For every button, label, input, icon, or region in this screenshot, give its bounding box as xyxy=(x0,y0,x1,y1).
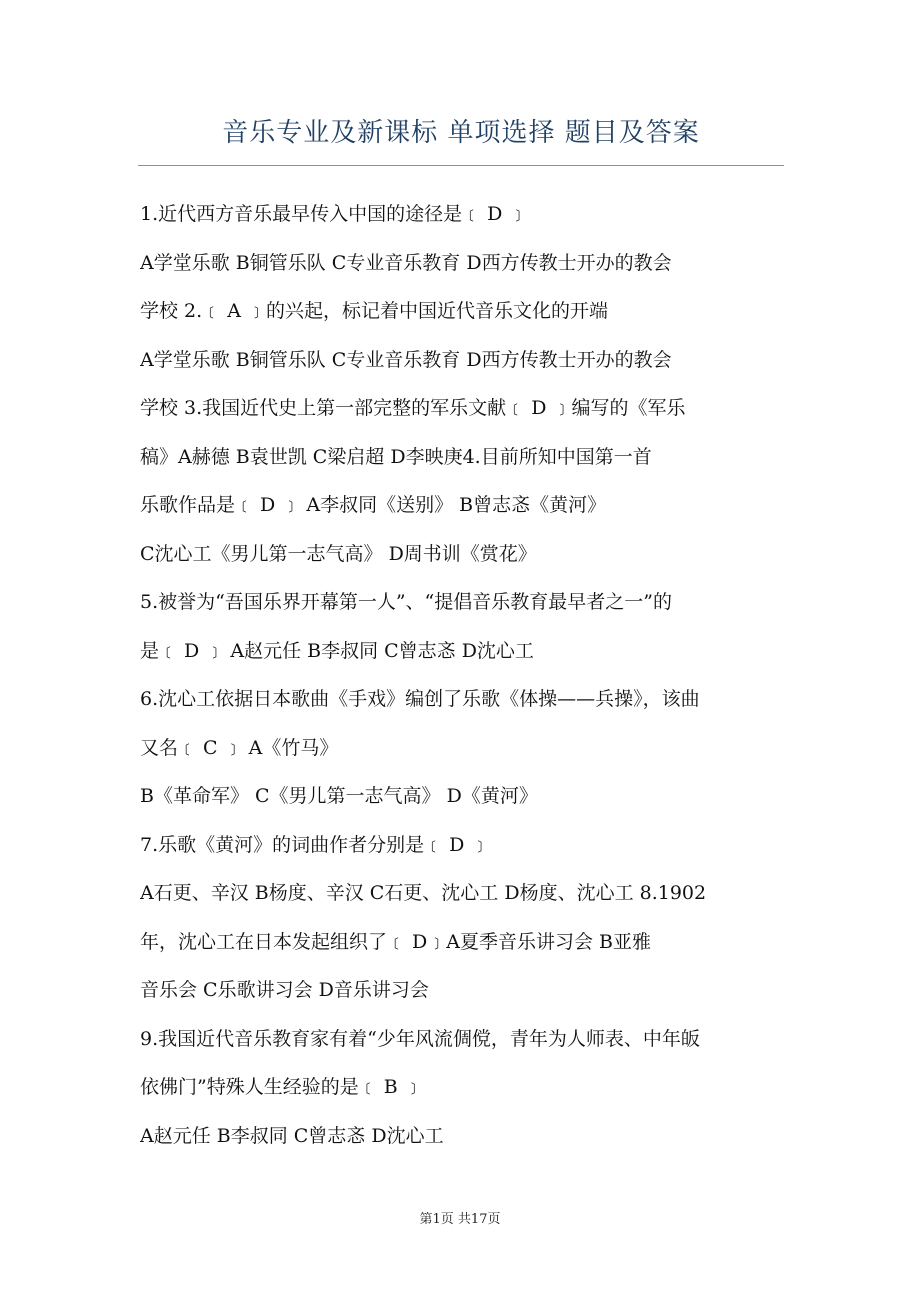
text-line-6: 稿》A赫德 B袁世凯 C梁启超 D李映庚4.目前所知中国第一首 xyxy=(140,445,652,468)
text-line-12: 又名﹝ C ﹞ A《竹马》 xyxy=(140,736,339,759)
text-line-7: 乐歌作品是﹝ D ﹞ A李叔同《送别》 B曾志忞《黄河》 xyxy=(140,494,607,516)
title-divider xyxy=(138,165,784,166)
text-line-13: B《革命军》 C《男儿第一志气高》 D《黄河》 xyxy=(140,785,538,807)
text-line-4: A学堂乐歌 B铜管乐队 C专业音乐教育 D西方传教士开办的教会 xyxy=(140,348,672,371)
text-line-9: 5.被誉为“吾国乐界开幕第一人”、“提倡音乐教育最早者之一”的 xyxy=(140,591,672,613)
text-line-5: 学校 3.我国近代史上第一部完整的军乐文献﹝ D ﹞编写的《军乐 xyxy=(140,397,686,419)
text-line-2: A学堂乐歌 B铜管乐队 C专业音乐教育 D西方传教士开办的教会 xyxy=(140,251,672,274)
text-line-11: 6.沈心工依据日本歌曲《手戏》编创了乐歌《体操——兵操》，该曲 xyxy=(140,688,700,710)
text-line-14: 7.乐歌《黄河》的词曲作者分别是﹝ D ﹞ xyxy=(140,833,490,856)
page-footer: 第1页 共17页 xyxy=(419,1212,501,1227)
text-line-16: 年，沈心工在日本发起组织了﹝ D﹞A夏季音乐讲习会 B亚雅 xyxy=(140,930,651,953)
text-line-1: 1.近代西方音乐最早传入中国的途径是﹝ D ﹞ xyxy=(140,203,528,225)
text-line-8: C沈心工《男儿第一志气高》 D周书训《赏花》 xyxy=(140,542,537,565)
text-line-3: 学校 2.﹝ A ﹞的兴起，标记着中国近代音乐文化的开端 xyxy=(140,300,608,322)
text-line-10: 是﹝ D ﹞ A赵元任 B李叔同 C曾志忞 D沈心工 xyxy=(140,639,534,662)
text-line-19: 依佛门”特殊人生经验的是﹝ B ﹞ xyxy=(140,1076,423,1098)
text-line-20: A赵元任 B李叔同 C曾志忞 D沈心工 xyxy=(140,1124,444,1147)
text-line-15: A石更、辛汉 B杨度、辛汉 C石更、沈心工 D杨度、沈心工 8.1902 xyxy=(140,882,707,904)
text-line-17: 音乐会 C乐歌讲习会 D音乐讲习会 xyxy=(140,979,429,1001)
question-body xyxy=(140,190,784,1160)
page-title: 音乐专业及新课标 单项选择 题目及答案 xyxy=(222,118,700,148)
text-line-18: 9.我国近代音乐教育家有着“少年风流倜傥，青年为人师表、中年皈 xyxy=(140,1027,700,1050)
